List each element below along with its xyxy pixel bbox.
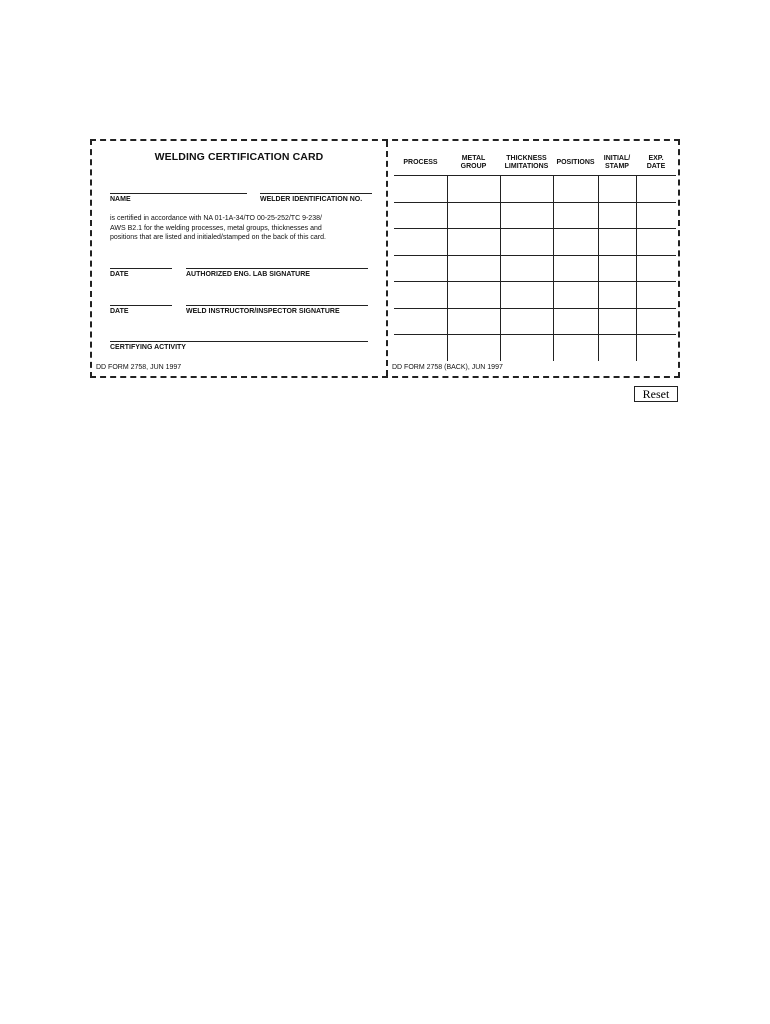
column-header-initial-stamp: INITIAL/ STAMP <box>603 155 631 170</box>
card-back <box>388 141 678 376</box>
date-line-2[interactable] <box>110 305 172 306</box>
grid-cell[interactable] <box>394 335 447 361</box>
grid-cell[interactable] <box>598 335 636 361</box>
grid-cell[interactable] <box>500 202 553 229</box>
grid-cell[interactable] <box>447 308 500 335</box>
grid-cell[interactable] <box>598 255 636 282</box>
certifying-activity-label: CERTIFYING ACTIVITY <box>110 344 186 351</box>
grid-row <box>394 176 676 203</box>
reset-button[interactable]: Reset <box>634 386 678 402</box>
lab-signature-label: AUTHORIZED ENG. LAB SIGNATURE <box>186 271 310 278</box>
grid-cell[interactable] <box>500 229 553 256</box>
grid-cell[interactable] <box>447 176 500 203</box>
certifying-activity-line[interactable] <box>110 341 368 342</box>
column-header-thickness-limitations: THICKNESS LIMITATIONS <box>504 155 549 170</box>
grid-cell[interactable] <box>500 335 553 361</box>
back-form-id: DD FORM 2758 (BACK), JUN 1997 <box>392 364 503 371</box>
grid-cell[interactable] <box>598 176 636 203</box>
grid-cell[interactable] <box>636 176 676 203</box>
column-header-positions: POSITIONS <box>556 159 595 166</box>
name-label: NAME <box>110 196 131 203</box>
instructor-signature-label: WELD INSTRUCTOR/INSPECTOR SIGNATURE <box>186 308 340 315</box>
certification-line: AWS B2.1 for the welding processes, metal groups, thicknesses and <box>110 224 322 232</box>
card-title: WELDING CERTIFICATION CARD <box>154 151 324 163</box>
front-form-id: DD FORM 2758, JUN 1997 <box>96 364 182 371</box>
certification-statement <box>110 214 380 243</box>
grid-row <box>394 229 676 256</box>
grid-cell[interactable] <box>553 202 598 229</box>
grid-cell[interactable] <box>553 176 598 203</box>
grid-cell[interactable] <box>598 282 636 309</box>
grid-cell[interactable] <box>598 202 636 229</box>
grid-row <box>394 335 676 361</box>
grid-cell[interactable] <box>500 282 553 309</box>
grid-cell[interactable] <box>394 176 447 203</box>
welding-certification-card <box>90 139 680 378</box>
grid-cell[interactable] <box>553 255 598 282</box>
grid-cell[interactable] <box>636 255 676 282</box>
grid-cell[interactable] <box>553 282 598 309</box>
grid-cell[interactable] <box>500 176 553 203</box>
grid-cell[interactable] <box>500 255 553 282</box>
grid-cell[interactable] <box>598 229 636 256</box>
grid-cell[interactable] <box>447 229 500 256</box>
grid-cell[interactable] <box>636 335 676 361</box>
grid-cell[interactable] <box>394 282 447 309</box>
grid-cell[interactable] <box>636 308 676 335</box>
grid-cell[interactable] <box>553 308 598 335</box>
grid-cell[interactable] <box>394 308 447 335</box>
grid-cell[interactable] <box>553 335 598 361</box>
date-label-2: DATE <box>110 308 129 315</box>
certification-line: is certified in accordance with NA 01-1A-34/TO 00-25-252/TC 9-238/ <box>110 215 322 222</box>
welder-id-label: WELDER IDENTIFICATION NO. <box>260 196 363 203</box>
certification-grid <box>394 151 676 361</box>
grid-cell[interactable] <box>447 335 500 361</box>
date-label-1: DATE <box>110 271 129 278</box>
grid-cell[interactable] <box>553 229 598 256</box>
certification-line: positions that are listed and initialed/stamped on the back of this card. <box>110 234 326 241</box>
date-line-1[interactable] <box>110 268 172 269</box>
grid-cell[interactable] <box>447 282 500 309</box>
grid-row <box>394 202 676 229</box>
welder-id-line[interactable] <box>260 193 372 194</box>
grid-row <box>394 282 676 309</box>
column-header-process: PROCESS <box>403 159 438 166</box>
grid-header-row <box>394 151 676 176</box>
grid-cell[interactable] <box>636 282 676 309</box>
grid-cell[interactable] <box>636 229 676 256</box>
grid-cell[interactable] <box>447 255 500 282</box>
grid-cell[interactable] <box>394 229 447 256</box>
grid-row <box>394 255 676 282</box>
grid-cell[interactable] <box>500 308 553 335</box>
instructor-signature-line[interactable] <box>186 305 368 306</box>
column-header-metal-group: METAL GROUP <box>460 155 487 170</box>
column-header-exp-date: EXP. DATE <box>646 155 666 170</box>
name-line[interactable] <box>110 193 247 194</box>
grid-cell[interactable] <box>636 202 676 229</box>
card-front <box>92 141 386 376</box>
grid-cell[interactable] <box>394 202 447 229</box>
grid-cell[interactable] <box>598 308 636 335</box>
grid-row <box>394 308 676 335</box>
grid-cell[interactable] <box>394 255 447 282</box>
grid-cell[interactable] <box>447 202 500 229</box>
lab-signature-line[interactable] <box>186 268 368 269</box>
